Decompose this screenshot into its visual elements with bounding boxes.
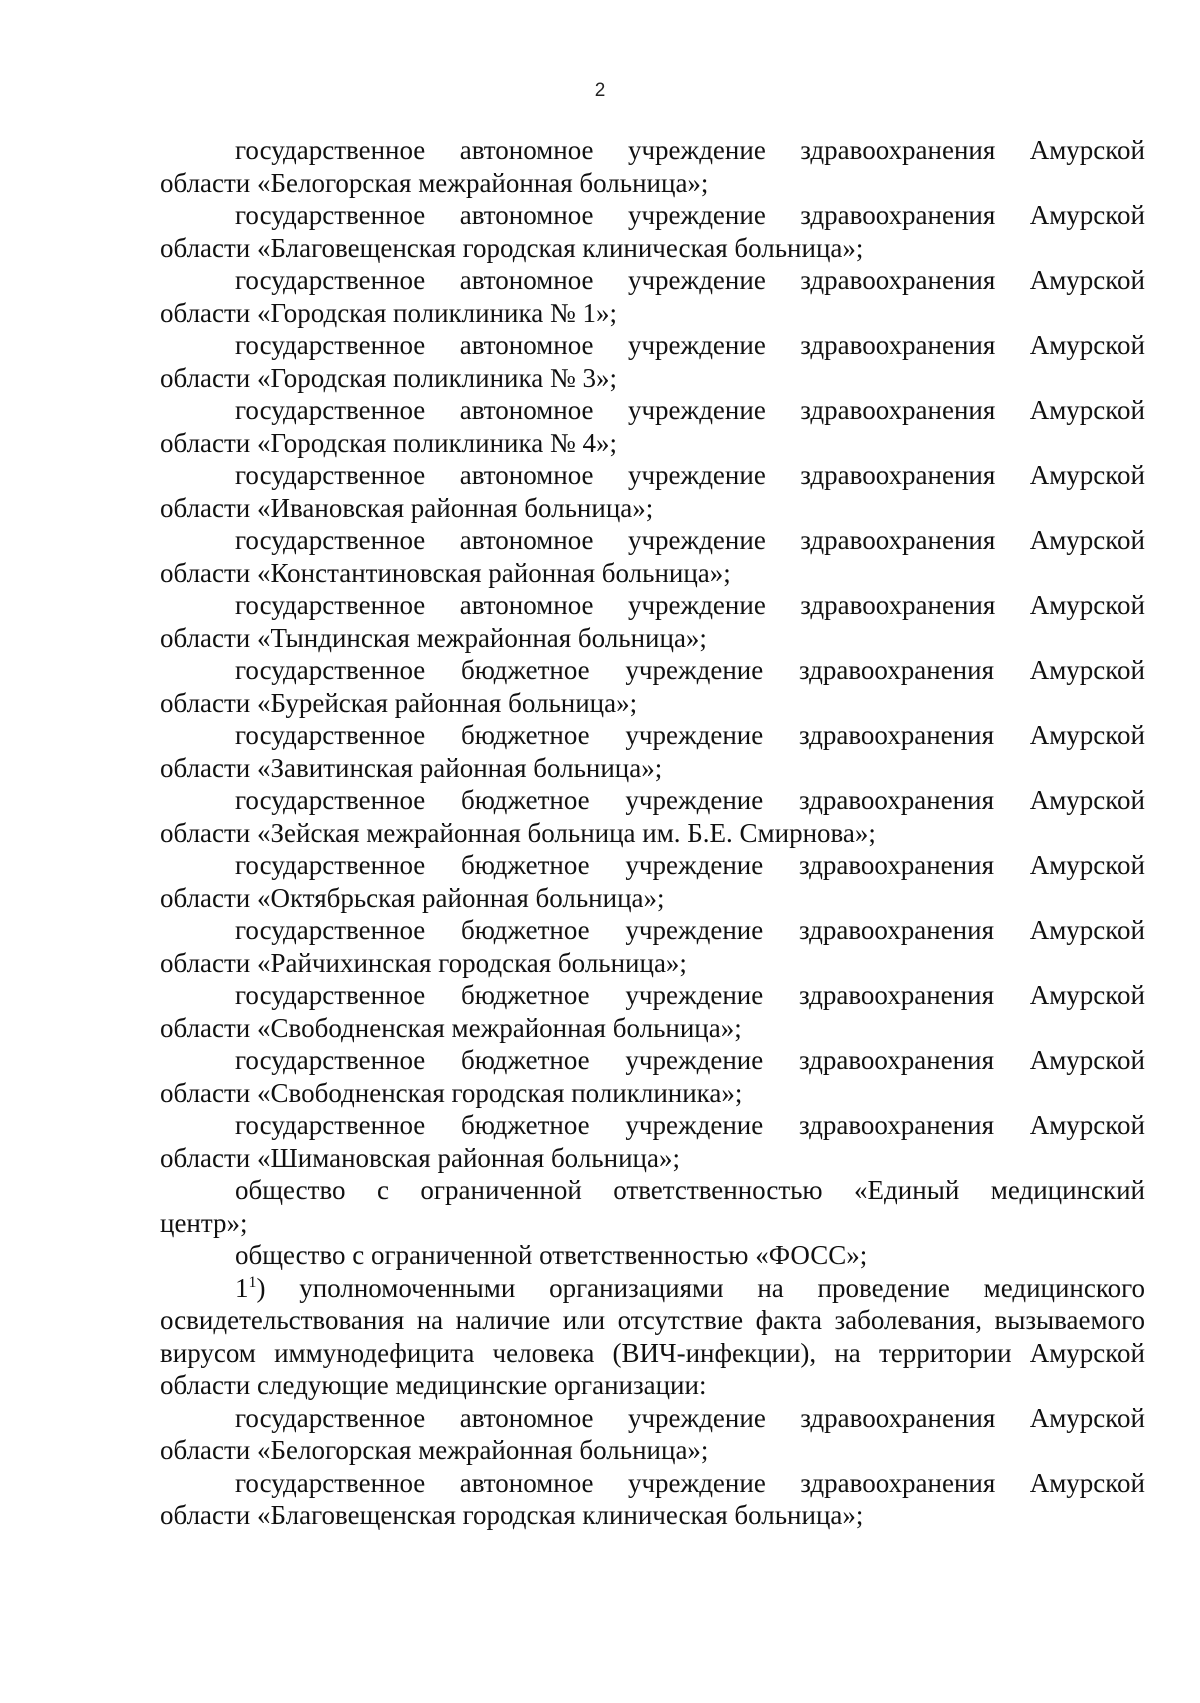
list-item-line-2: области «Благовещенская городская клиническая больница»; xyxy=(160,1500,864,1530)
list-item-line-2: области «Райчихинская городская больница»; xyxy=(160,947,687,978)
list-item-line-2: области «Городская поликлиника № 1»; xyxy=(160,297,617,328)
page-number: 2 xyxy=(594,80,606,101)
document-body xyxy=(160,134,1145,1532)
list-item-line-2: области «Зейская межрайонная больница им. Б.Е. Смирнова»; xyxy=(160,817,876,848)
list-item xyxy=(160,1467,1145,1532)
list-item-line-1: государственное бюджетное учреждение здравоохранения Амурской xyxy=(235,850,1145,880)
list-item-line-1: государственное автономное учреждение здравоохранения Амурской xyxy=(235,1467,1145,1498)
list-item-line-1: государственное автономное учреждение здравоохранения Амурской xyxy=(235,590,1145,620)
list-item xyxy=(160,459,1145,524)
list-item xyxy=(160,134,1145,199)
list-item-line-2: области «Белогорская межрайонная больница»; xyxy=(160,167,709,198)
list-item-line-2: центр»; xyxy=(160,1207,248,1238)
list-item-line-2: области «Белогорская межрайонная больница»; xyxy=(160,1435,709,1465)
list-item-line-1: государственное автономное учреждение здравоохранения Амурской xyxy=(235,460,1145,490)
list-item-line-1: государственное бюджетное учреждение здравоохранения Амурской xyxy=(235,915,1145,945)
list-item-line-1: государственное автономное учреждение здравоохранения Амурской xyxy=(235,395,1145,425)
list-item-line-2: области «Шимановская районная больница»; xyxy=(160,1142,680,1173)
list-item-line-1: государственное бюджетное учреждение здравоохранения Амурской xyxy=(235,655,1145,685)
list-item xyxy=(160,784,1145,849)
list-item xyxy=(160,264,1145,329)
list-item xyxy=(160,329,1145,394)
list-item-line-1: государственное автономное учреждение здравоохранения Амурской xyxy=(235,265,1145,295)
section-text: ) уполномоченными организациями на проведение медицинского освидетельствования на наличие или отсутствие факта заболевания, вызываемого вирусом иммунодефицита человека (ВИЧ-инфекции), на территории Амурской области следующие медицинские организации: xyxy=(160,1272,1145,1400)
list-item-line-2: области «Благовещенская городская клиническая больница»; xyxy=(160,232,864,263)
section-paragraph xyxy=(160,1272,1145,1402)
list-item-line-1: государственное автономное учреждение здравоохранения Амурской xyxy=(235,330,1145,360)
list-item xyxy=(160,914,1145,979)
list-item xyxy=(160,589,1145,654)
list-item xyxy=(160,199,1145,264)
list-item xyxy=(160,1044,1145,1109)
list-item xyxy=(160,1402,1145,1467)
section-superscript: 1 xyxy=(248,1273,257,1291)
section-number: 1 xyxy=(235,1272,249,1303)
list-item-line-2: области «Городская поликлиника № 4»; xyxy=(160,427,617,458)
list-item xyxy=(160,654,1145,719)
list-item-line-2: области «Константиновская районная больница»; xyxy=(160,557,731,588)
list-item-line-2: области «Ивановская районная больница»; xyxy=(160,492,654,523)
list-item xyxy=(160,979,1145,1044)
list-item xyxy=(160,1174,1145,1239)
list-item-line-1: государственное бюджетное учреждение здравоохранения Амурской xyxy=(235,1110,1145,1140)
list-item xyxy=(160,394,1145,459)
list-item-line-1: государственное бюджетное учреждение здравоохранения Амурской xyxy=(235,720,1145,750)
list-item xyxy=(160,1109,1145,1174)
list-item-line-1: государственное бюджетное учреждение здравоохранения Амурской xyxy=(235,1045,1145,1075)
list-item-line-1: государственное бюджетное учреждение здравоохранения Амурской xyxy=(235,980,1145,1010)
list-item-line-1: государственное автономное учреждение здравоохранения Амурской xyxy=(235,200,1145,230)
list-item-line-2: области «Бурейская районная больница»; xyxy=(160,687,638,718)
list-item-line-2: области «Тындинская межрайонная больница»; xyxy=(160,622,707,653)
list-item-line-1: государственное бюджетное учреждение здравоохранения Амурской xyxy=(235,785,1145,815)
list-item xyxy=(160,719,1145,784)
list-item-line-1: общество с ограниченной ответственностью «Единый медицинский xyxy=(235,1175,1145,1205)
list-item xyxy=(160,524,1145,589)
list-item-line-1: государственное автономное учреждение здравоохранения Амурской xyxy=(235,525,1145,555)
list-item-foss: общество с ограниченной ответственностью «ФОСС»; xyxy=(235,1240,868,1270)
list-item-line-2: области «Свободненская городская поликлиника»; xyxy=(160,1077,743,1108)
list-item xyxy=(160,849,1145,914)
list-item-line-2: области «Городская поликлиника № 3»; xyxy=(160,362,617,393)
list-item-line-1: государственное автономное учреждение здравоохранения Амурской xyxy=(235,135,1145,165)
list-item-line-2: области «Свободненская межрайонная больница»; xyxy=(160,1012,742,1043)
list-item-line-1: государственное автономное учреждение здравоохранения Амурской xyxy=(235,1402,1145,1433)
list-item-line-2: области «Октябрьская районная больница»; xyxy=(160,882,665,913)
list-item-line-2: области «Завитинская районная больница»; xyxy=(160,752,663,783)
